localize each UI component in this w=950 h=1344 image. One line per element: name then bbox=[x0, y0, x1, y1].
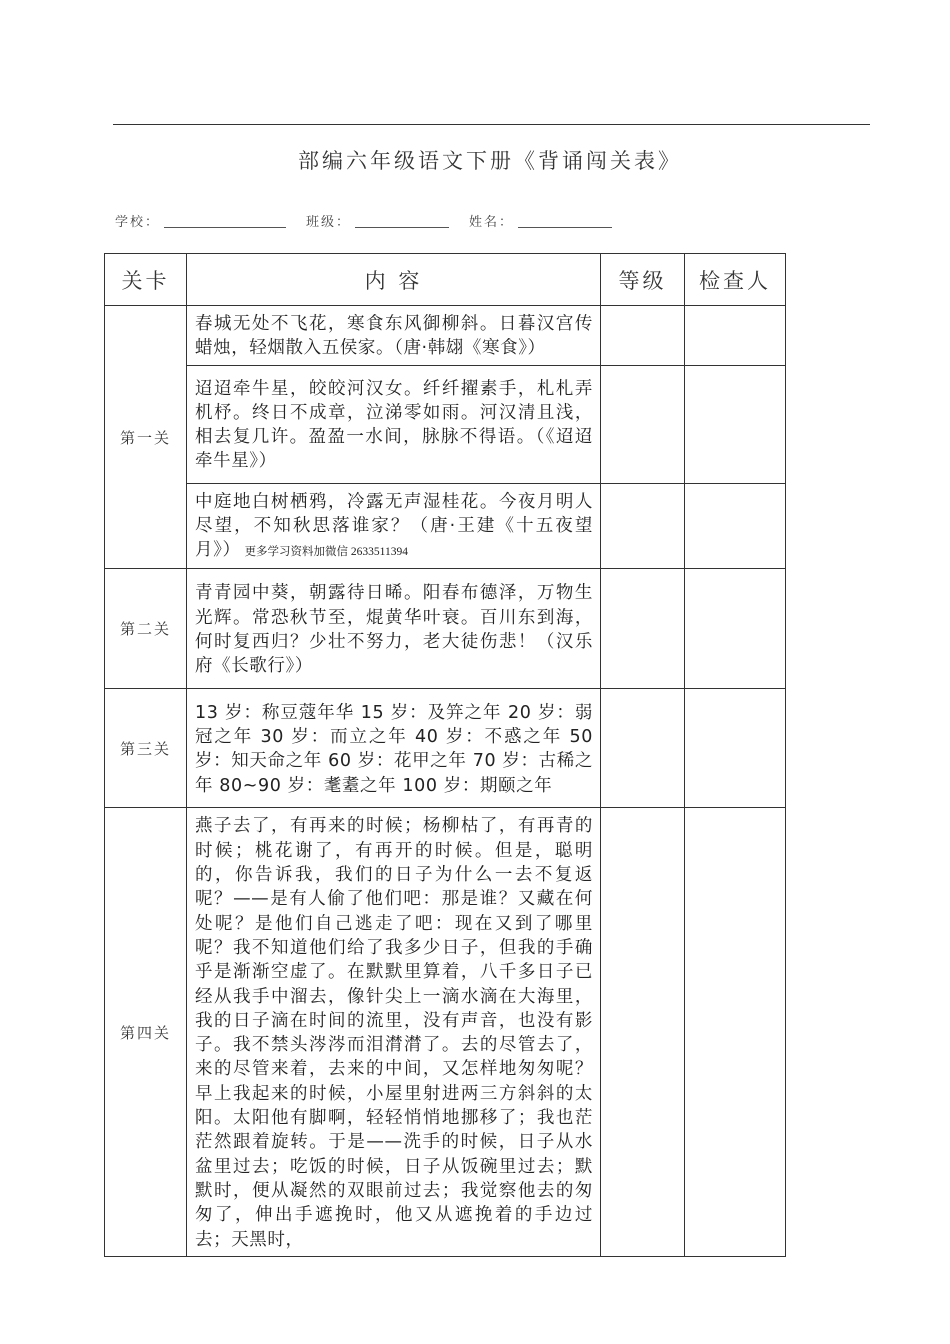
grade-cell[interactable] bbox=[601, 569, 685, 689]
header-level: 关卡 bbox=[105, 254, 187, 306]
content-text: 中庭地白树栖鸦，冷露无声湿桂花。今夜月明人尽望，不知秋思落谁家？（唐·王建《十五夜望月》） bbox=[195, 491, 593, 561]
content-cell bbox=[187, 483, 601, 569]
recitation-table bbox=[104, 253, 786, 1257]
content-cell: 迢迢牵牛星，皎皎河汉女。纤纤擢素手，札札弄机杼。终日不成章，泣涕零如雨。河汉清且浅，相去复几许。盈盈一水间，脉脉不得语。（《迢迢牵牛星》） bbox=[187, 365, 601, 483]
class-field[interactable] bbox=[355, 213, 449, 228]
table-row bbox=[105, 689, 786, 808]
header-content: 内 容 bbox=[187, 254, 601, 306]
header-grade: 等级 bbox=[601, 254, 685, 306]
content-cell: 13 岁：称豆蔻年华 15 岁：及笄之年 20 岁：弱冠之年 30 岁：而立之年 40 岁：不惑之年 50 岁：知天命之年 60 岁：花甲之年 70 岁：古稀之年 80~90 岁：耄耋之年 100 岁：期颐之年 bbox=[187, 689, 601, 808]
name-label: 姓名： bbox=[469, 215, 515, 230]
grade-cell[interactable] bbox=[601, 689, 685, 808]
content-cell: 燕子去了，有再来的时候；杨柳枯了，有再青的时候；桃花谢了，有再开的时候。但是，聪明的，你告诉我，我们的日子为什么一去不复返呢？——是有人偷了他们吧：那是谁？又藏在何处呢？是他们自己逃走了吧：现在又到了哪里呢？我不知道他们给了我多少日子，但我的手确乎是渐渐空虚了。在默默里算着，八千多日子已经从我手中溜去，像针尖上一滴水滴在大海里，我的日子滴在时间的流里，没有声音，也没有影子。我不禁头涔涔而泪潸潸了。去的尽管去了，来的尽管来着，去来的中间，又怎样地匆匆呢？早上我起来的时候，小屋里射进两三方斜斜的太阳。太阳他有脚啊，轻轻悄悄地挪移了；我也茫茫然跟着旋转。于是——洗手的时候，日子从水盆里过去；吃饭的时候，日子从饭碗里过去；默默时，便从凝然的双眼前过去；我觉察他去的匆匆了，伸出手遮挽时，他又从遮挽着的手边过去；天黑时， bbox=[187, 808, 601, 1256]
checker-cell[interactable] bbox=[685, 365, 786, 483]
level-label: 第三关 bbox=[105, 689, 187, 808]
level-label: 第四关 bbox=[105, 808, 187, 1256]
school-label: 学校： bbox=[115, 215, 161, 230]
content-cell: 青青园中葵，朝露待日晞。阳春布德泽，万物生光辉。常恐秋节至，焜黄华叶衰。百川东到海，何时复西归？少壮不努力，老大徒伤悲！（汉乐府《长歌行》） bbox=[187, 569, 601, 689]
name-field[interactable] bbox=[518, 213, 612, 228]
level-label: 第一关 bbox=[105, 306, 187, 569]
school-field[interactable] bbox=[164, 213, 286, 228]
page-title: 部编六年级语文下册《背诵闯关表》 bbox=[298, 149, 682, 173]
checker-cell[interactable] bbox=[685, 808, 786, 1256]
header-checker: 检查人 bbox=[685, 254, 786, 306]
header-rule bbox=[113, 124, 870, 125]
table-row bbox=[105, 569, 786, 689]
contact-note: 更多学习资料加微信 2633511394 bbox=[244, 546, 409, 559]
table-row bbox=[105, 483, 786, 569]
grade-cell[interactable] bbox=[601, 483, 685, 569]
table-row bbox=[105, 306, 786, 366]
level-label: 第二关 bbox=[105, 569, 187, 689]
checker-cell[interactable] bbox=[685, 569, 786, 689]
grade-cell[interactable] bbox=[601, 306, 685, 366]
checker-cell[interactable] bbox=[685, 483, 786, 569]
grade-cell[interactable] bbox=[601, 365, 685, 483]
table-row bbox=[105, 365, 786, 483]
content-cell: 春城无处不飞花，寒食东风御柳斜。日暮汉宫传蜡烛，轻烟散入五侯家。（唐·韩翃《寒食》） bbox=[187, 306, 601, 366]
checker-cell[interactable] bbox=[685, 306, 786, 366]
table-row bbox=[105, 808, 786, 1256]
grade-cell[interactable] bbox=[601, 808, 685, 1256]
student-info-row bbox=[115, 211, 632, 230]
class-label: 班级： bbox=[306, 215, 352, 230]
table-header-row bbox=[105, 254, 786, 306]
checker-cell[interactable] bbox=[685, 689, 786, 808]
